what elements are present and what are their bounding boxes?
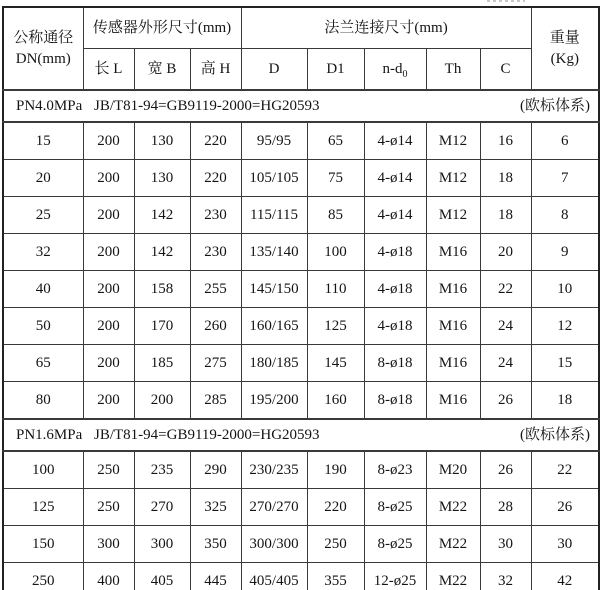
header-nd-base: n-d (382, 60, 403, 77)
cell-c: 28 (480, 489, 531, 526)
cell-h: 260 (190, 308, 241, 345)
cell-dn: 125 (3, 489, 83, 526)
header-weight (531, 7, 599, 90)
cell-d1: 160 (307, 382, 364, 420)
cell-l: 300 (83, 526, 134, 563)
cell-kg: 18 (531, 382, 599, 420)
cell-b: 158 (134, 271, 190, 308)
cell-nd: 4-ø18 (364, 308, 426, 345)
cell-dn: 15 (3, 122, 83, 160)
cell-l: 200 (83, 160, 134, 197)
cell-l: 200 (83, 234, 134, 271)
cell-d: 270/270 (241, 489, 307, 526)
cell-d1: 125 (307, 308, 364, 345)
cell-d: 145/150 (241, 271, 307, 308)
cell-c: 16 (480, 122, 531, 160)
cell-dn: 40 (3, 271, 83, 308)
cell-l: 200 (83, 382, 134, 420)
cell-d: 300/300 (241, 526, 307, 563)
cell-h: 220 (190, 160, 241, 197)
table-row (3, 563, 599, 590)
cell-nd: 4-ø18 (364, 271, 426, 308)
cell-d1: 220 (307, 489, 364, 526)
spec-table (2, 6, 600, 590)
cell-nd: 8-ø18 (364, 345, 426, 382)
header-dn-line2: DN(mm) (15, 50, 71, 67)
cell-nd: 4-ø14 (364, 160, 426, 197)
cell-d1: 65 (307, 122, 364, 160)
cell-c: 24 (480, 308, 531, 345)
section-standard: JB/T81-94=GB9119-2000=HG20593 (94, 426, 320, 443)
cell-d1: 75 (307, 160, 364, 197)
header-d1: D1 (307, 49, 364, 91)
header-sensor-group: 传感器外形尺寸(mm) (83, 7, 241, 49)
cell-th: M20 (426, 451, 480, 489)
cell-dn: 65 (3, 345, 83, 382)
table-row (3, 271, 599, 308)
cell-l: 200 (83, 122, 134, 160)
cell-kg: 7 (531, 160, 599, 197)
table-row (3, 526, 599, 563)
header-row-subcolumns (3, 49, 599, 91)
cell-kg: 42 (531, 563, 599, 590)
cell-d1: 190 (307, 451, 364, 489)
cell-l: 400 (83, 563, 134, 590)
cell-h: 350 (190, 526, 241, 563)
cell-dn: 100 (3, 451, 83, 489)
cell-d1: 250 (307, 526, 364, 563)
cell-d1: 100 (307, 234, 364, 271)
cell-b: 130 (134, 160, 190, 197)
cell-th: M16 (426, 271, 480, 308)
cell-c: 18 (480, 160, 531, 197)
header-c: C (480, 49, 531, 91)
cell-b: 405 (134, 563, 190, 590)
header-nd (364, 49, 426, 91)
cell-dn: 32 (3, 234, 83, 271)
cell-nd: 4-ø14 (364, 122, 426, 160)
cell-b: 170 (134, 308, 190, 345)
cell-c: 20 (480, 234, 531, 271)
cell-kg: 9 (531, 234, 599, 271)
cell-h: 255 (190, 271, 241, 308)
cell-l: 200 (83, 271, 134, 308)
cell-d: 95/95 (241, 122, 307, 160)
cell-h: 220 (190, 122, 241, 160)
section-pressure: PN4.0MPa (16, 97, 83, 114)
cell-d: 180/185 (241, 345, 307, 382)
cell-th: M16 (426, 382, 480, 420)
header-height: 高 H (190, 49, 241, 91)
cell-h: 445 (190, 563, 241, 590)
cell-th: M22 (426, 489, 480, 526)
section-standard: JB/T81-94=GB9119-2000=HG20593 (94, 97, 320, 114)
header-dn-line1: 公称通径 (13, 30, 74, 47)
cell-l: 200 (83, 345, 134, 382)
cell-kg: 26 (531, 489, 599, 526)
cell-h: 275 (190, 345, 241, 382)
cell-th: M12 (426, 197, 480, 234)
header-th: Th (426, 49, 480, 91)
cell-th: M16 (426, 234, 480, 271)
cell-nd: 8-ø25 (364, 526, 426, 563)
cell-nd: 8-ø25 (364, 489, 426, 526)
table-row (3, 308, 599, 345)
cell-th: M12 (426, 160, 480, 197)
cell-d1: 145 (307, 345, 364, 382)
cell-th: M16 (426, 308, 480, 345)
cell-dn: 50 (3, 308, 83, 345)
cell-c: 22 (480, 271, 531, 308)
cell-nd: 4-ø14 (364, 197, 426, 234)
header-row-groups (3, 7, 599, 49)
section-row-pn16 (3, 419, 599, 451)
cell-h: 285 (190, 382, 241, 420)
cell-h: 230 (190, 197, 241, 234)
cell-nd: 8-ø18 (364, 382, 426, 420)
cell-kg: 15 (531, 345, 599, 382)
cell-d: 230/235 (241, 451, 307, 489)
table-row (3, 122, 599, 160)
cell-b: 142 (134, 197, 190, 234)
cell-h: 230 (190, 234, 241, 271)
cell-th: M16 (426, 345, 480, 382)
cell-c: 26 (480, 451, 531, 489)
cell-c: 26 (480, 382, 531, 420)
cell-d1: 355 (307, 563, 364, 590)
cell-nd: 4-ø18 (364, 234, 426, 271)
cell-dn: 250 (3, 563, 83, 590)
header-nd-subscript: 0 (402, 68, 408, 80)
cell-b: 130 (134, 122, 190, 160)
cell-kg: 10 (531, 271, 599, 308)
cell-b: 142 (134, 234, 190, 271)
cropped-text-artifact (487, 0, 525, 2)
cell-nd: 8-ø23 (364, 451, 426, 489)
cell-c: 24 (480, 345, 531, 382)
cell-th: M22 (426, 526, 480, 563)
table-row (3, 234, 599, 271)
cell-th: M22 (426, 563, 480, 590)
header-weight-line2: (Kg) (550, 50, 579, 67)
cell-dn: 25 (3, 197, 83, 234)
cell-nd: 12-ø25 (364, 563, 426, 590)
cell-c: 32 (480, 563, 531, 590)
section-row-pn40 (3, 90, 599, 122)
section-cell (3, 419, 599, 451)
cell-d: 405/405 (241, 563, 307, 590)
header-length: 长 L (83, 49, 134, 91)
cell-d1: 85 (307, 197, 364, 234)
cell-th: M12 (426, 122, 480, 160)
cell-dn: 150 (3, 526, 83, 563)
section-note: (欧标体系) (520, 97, 591, 114)
header-flange-group: 法兰连接尺寸(mm) (241, 7, 531, 49)
table-row (3, 382, 599, 420)
section-pressure: PN1.6MPa (16, 426, 83, 443)
cell-d: 160/165 (241, 308, 307, 345)
cell-d: 105/105 (241, 160, 307, 197)
table-row (3, 451, 599, 489)
cell-kg: 8 (531, 197, 599, 234)
cell-kg: 22 (531, 451, 599, 489)
header-d: D (241, 49, 307, 91)
cell-c: 30 (480, 526, 531, 563)
section-note: (欧标体系) (520, 426, 591, 443)
cell-b: 270 (134, 489, 190, 526)
cell-kg: 30 (531, 526, 599, 563)
cell-b: 185 (134, 345, 190, 382)
section-cell (3, 90, 599, 122)
cell-b: 200 (134, 382, 190, 420)
cell-l: 250 (83, 451, 134, 489)
cell-l: 250 (83, 489, 134, 526)
table-row (3, 197, 599, 234)
cell-d: 135/140 (241, 234, 307, 271)
table-row (3, 489, 599, 526)
header-weight-line1: 重量 (549, 30, 580, 47)
header-width: 宽 B (134, 49, 190, 91)
cell-c: 18 (480, 197, 531, 234)
cell-b: 235 (134, 451, 190, 489)
table-row (3, 345, 599, 382)
table-row (3, 160, 599, 197)
cell-h: 325 (190, 489, 241, 526)
cell-l: 200 (83, 308, 134, 345)
cell-kg: 12 (531, 308, 599, 345)
cell-b: 300 (134, 526, 190, 563)
cell-d: 195/200 (241, 382, 307, 420)
cell-dn: 20 (3, 160, 83, 197)
cell-l: 200 (83, 197, 134, 234)
cell-d: 115/115 (241, 197, 307, 234)
cell-kg: 6 (531, 122, 599, 160)
header-dn (3, 7, 83, 90)
cell-d1: 110 (307, 271, 364, 308)
cell-dn: 80 (3, 382, 83, 420)
cell-h: 290 (190, 451, 241, 489)
